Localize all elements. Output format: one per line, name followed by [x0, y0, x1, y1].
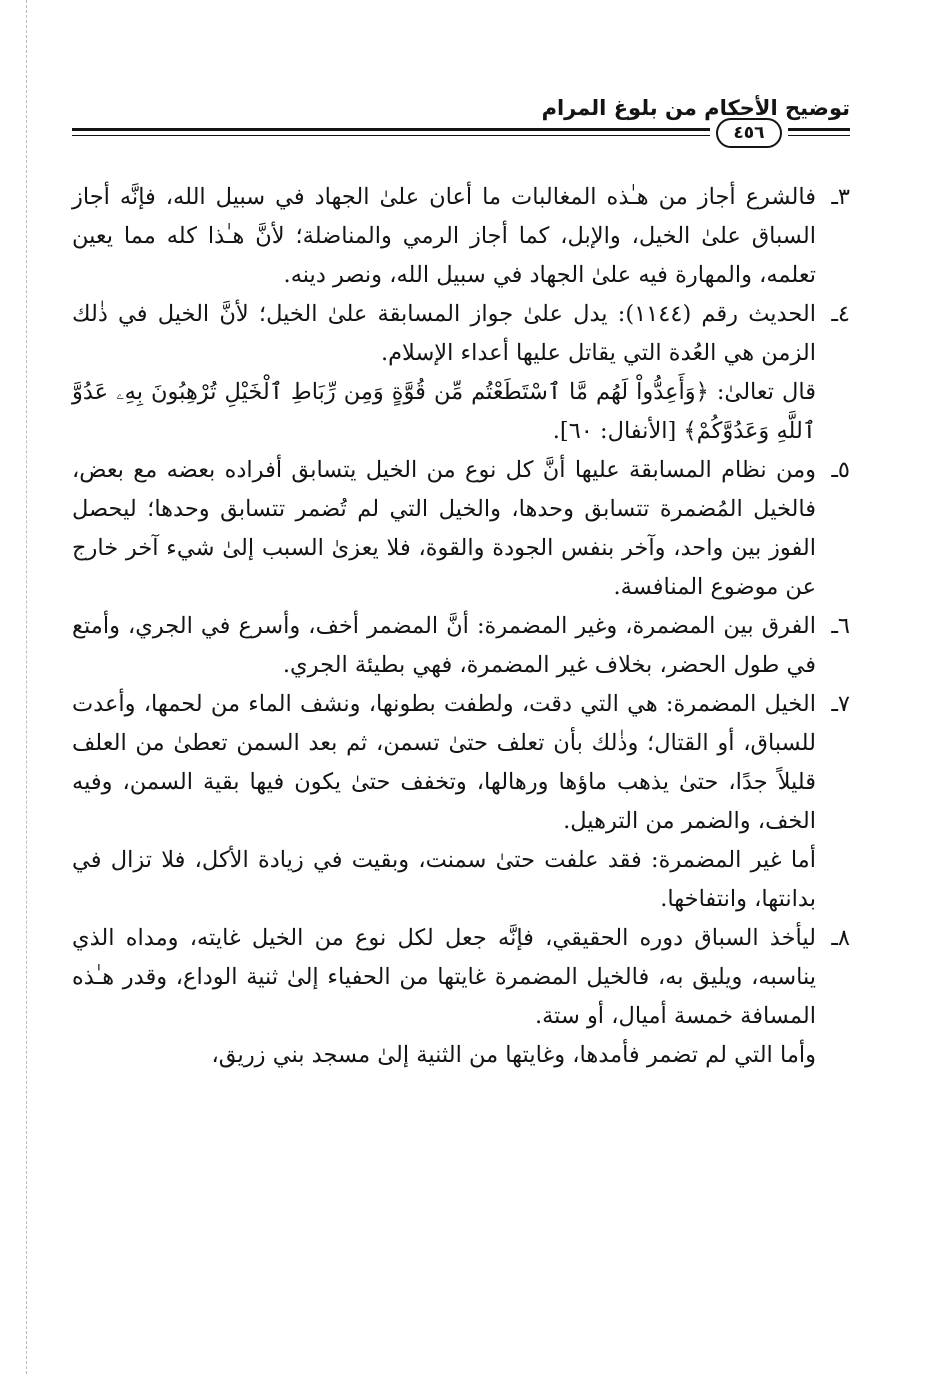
header-rule-right [788, 126, 850, 140]
numbered-paragraph-5 [72, 451, 850, 607]
paragraph-text: ومن نظام المسابقة عليها أنَّ كل نوع من الخيل يتسابق أفراده بعضه مع بعض، فالخيل المُضمرة تتسابق وحدها، والخيل التي لم تُضمر تتسابق وحدها؛ ليحصل الفوز بين واحد، وآخر بنفس الجودة والقوة، فلا يعزىٰ السبب إلىٰ شيء آخر خارج عن موضوع المنافسة. [72, 457, 816, 600]
header-rule-left [72, 126, 710, 140]
last-paragraph: وأما التي لم تضمر فأمدها، وغايتها من الثنية إلىٰ مسجد بني زريق، [211, 1042, 816, 1068]
paragraph-text: ليأخذ السباق دوره الحقيقي، فإنَّه جعل لكل نوع من الخيل غايته، ومداه الذي يناسبه، ويليق به، فالخيل المضمرة غايتها من الحفياء إلىٰ ثنية الوداع، وقدر هـٰذه المسافة خمسة أميال، أو ستة. [72, 925, 816, 1029]
verse-citation: [الأنفال: ٦٠]. [552, 418, 684, 444]
quran-quote-paragraph [72, 373, 850, 451]
non-mudamara-paragraph: أما غير المضمرة: فقد علفت حتىٰ سمنت، وبقيت في زيادة الأكل، فلا تزال في بدانتها، وانتفاخها. [72, 847, 816, 912]
quran-verse: ﴿وَأَعِدُّواْ لَهُم مَّا ٱسْتَطَعْتُم مِّن قُوَّةٍ وَمِن رِّبَاطِ ٱلْخَيْلِ تُرْهِبُونَ بِهِۦ عَدُوَّ ٱللَّهِ وَعَدُوَّكُمْ﴾ [72, 379, 816, 444]
scan-edge-line [26, 0, 27, 1374]
page-header [72, 96, 850, 156]
page-number: ٤٥٦ [716, 118, 782, 148]
item-number: ٤ـ [831, 301, 850, 327]
paragraph-text: الخيل المضمرة: هي التي دقت، ولطفت بطونها، ونشف الماء من لحمها، وأعدت للسباق، أو القتال؛ وذٰلك بأن تعلف حتىٰ تسمن، ثم بعد السمن تعطىٰ من العلف قليلاً جدًا، حتىٰ يذهب ماؤها ورهالها، وتخفف حتىٰ يكون فيها بقية السمن، وفيه الخف، والضمر من الترهيل. [72, 691, 816, 834]
item-number: ٥ـ [831, 457, 850, 483]
item-number: ٧ـ [831, 691, 850, 717]
paragraph-text: الفرق بين المضمرة، وغير المضمرة: أنَّ المضمر أخف، وأسرع في الجري، وأمتع في طول الحضر، بخلاف غير المضمرة، فهي بطيئة الجري. [72, 613, 816, 678]
numbered-paragraph-7 [72, 685, 850, 841]
paragraph-text: الحديث رقم (١١٤٤): يدل علىٰ جواز المسابقة علىٰ الخيل؛ لأنَّ الخيل في ذٰلك الزمن هي العُدة التي يقاتل عليها أعداء الإسلام. [72, 301, 816, 366]
item-number: ٨ـ [831, 925, 850, 951]
item-number: ٦ـ [831, 613, 850, 639]
numbered-paragraph-6 [72, 607, 850, 685]
numbered-paragraph-4 [72, 295, 850, 373]
paragraph-text: فالشرع أجاز من هـٰذه المغالبات ما أعان علىٰ الجهاد في سبيل الله، فإنَّه أجاز السباق علىٰ الخيل، والإبل، كما أجاز الرمي والمناضلة؛ لأنَّ هـٰذا كله مما يعين تعلمه، والمهارة فيه علىٰ الجهاد في سبيل الله، ونصر دينه. [72, 184, 816, 288]
quote-intro: قال تعالىٰ: [708, 379, 816, 405]
page-body [72, 178, 850, 1075]
numbered-paragraph-8 [72, 919, 850, 1036]
item-number: ٣ـ [831, 184, 850, 210]
running-title: توضيح الأحكام من بلوغ المرام [541, 96, 850, 120]
numbered-paragraph-3 [72, 178, 850, 295]
